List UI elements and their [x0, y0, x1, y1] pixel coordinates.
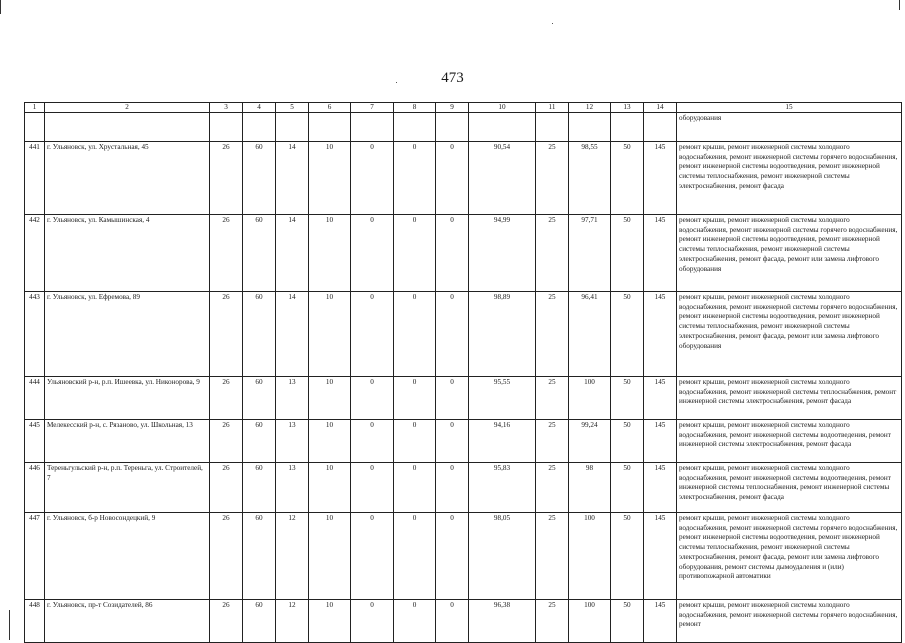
works-cell: ремонт крыши, ремонт инженерной системы холодного водоснабжения, ремонт инженерной системы горячего водоснабжения, ремонт инженерной системы водоотведения, ремонт инженерной системы теплоснабжения, ремонт инженерной системы электроснабжения, ремонт фасада: [677, 142, 902, 215]
table-row: [25, 600, 902, 643]
column-header: 5: [276, 103, 309, 113]
value-cell: 145: [644, 513, 677, 600]
value-cell: 98,89: [469, 292, 536, 377]
value-cell: 13: [276, 377, 309, 420]
value-cell: 14: [276, 215, 309, 292]
empty-cell: [644, 113, 677, 142]
value-cell: 25: [536, 292, 569, 377]
value-cell: 26: [210, 377, 243, 420]
value-cell: 60: [243, 292, 276, 377]
scan-speck: [396, 82, 397, 83]
value-cell: 0: [394, 215, 436, 292]
empty-cell: [436, 113, 469, 142]
value-cell: 98,05: [469, 513, 536, 600]
table-row: [25, 420, 902, 463]
address-cell: г. Ульяновск, ул. Камышинская, 4: [45, 215, 210, 292]
value-cell: 145: [644, 377, 677, 420]
value-cell: 0: [436, 142, 469, 215]
value-cell: 0: [351, 292, 394, 377]
empty-cell: [210, 113, 243, 142]
value-cell: 10: [309, 600, 351, 643]
row-number-cell: 448: [25, 600, 45, 643]
value-cell: 145: [644, 420, 677, 463]
address-cell: Тереньгульский р-н, р.п. Тереньга, ул. Строителей, 7: [45, 463, 210, 513]
value-cell: 10: [309, 142, 351, 215]
address-cell: г. Ульяновск, пр-т Созидателей, 86: [45, 600, 210, 643]
scan-edge-left: [9, 610, 10, 640]
empty-cell: [45, 113, 210, 142]
value-cell: 25: [536, 377, 569, 420]
value-cell: 50: [611, 292, 644, 377]
column-header: 4: [243, 103, 276, 113]
row-number-cell: 444: [25, 377, 45, 420]
value-cell: 50: [611, 377, 644, 420]
value-cell: 0: [394, 377, 436, 420]
address-cell: Мелекесский р-н, с. Рязаново, ул. Школьная, 13: [45, 420, 210, 463]
works-cell: ремонт крыши, ремонт инженерной системы холодного водоснабжения, ремонт инженерной системы горячего водоснабжения, ремонт инженерной системы водоотведения, ремонт инженерной системы теплоснабжения, ремонт инженерной системы электроснабжения, ремонт фасада, ремонт или замена лифтового оборудования: [677, 292, 902, 377]
value-cell: 50: [611, 420, 644, 463]
value-cell: 145: [644, 600, 677, 643]
column-header: 7: [351, 103, 394, 113]
empty-cell: [536, 113, 569, 142]
scan-speck: [552, 23, 553, 24]
column-number-row: [25, 103, 902, 113]
value-cell: 0: [351, 215, 394, 292]
value-cell: 60: [243, 513, 276, 600]
value-cell: 98: [569, 463, 611, 513]
value-cell: 96,41: [569, 292, 611, 377]
works-cell: ремонт крыши, ремонт инженерной системы холодного водоснабжения, ремонт инженерной системы водоотведения, ремонт инженерной системы теплоснабжения, ремонт инженерной системы электроснабжения, ремонт фасада: [677, 463, 902, 513]
value-cell: 0: [394, 513, 436, 600]
value-cell: 25: [536, 600, 569, 643]
column-header: 9: [436, 103, 469, 113]
empty-cell: [276, 113, 309, 142]
value-cell: 95,55: [469, 377, 536, 420]
value-cell: 96,38: [469, 600, 536, 643]
value-cell: 0: [394, 463, 436, 513]
value-cell: 25: [536, 463, 569, 513]
value-cell: 0: [351, 420, 394, 463]
value-cell: 12: [276, 513, 309, 600]
value-cell: 97,71: [569, 215, 611, 292]
value-cell: 10: [309, 420, 351, 463]
value-cell: 0: [394, 292, 436, 377]
value-cell: 0: [436, 600, 469, 643]
value-cell: 26: [210, 420, 243, 463]
value-cell: 25: [536, 215, 569, 292]
value-cell: 50: [611, 513, 644, 600]
empty-cell: [243, 113, 276, 142]
value-cell: 0: [436, 513, 469, 600]
value-cell: 0: [351, 600, 394, 643]
value-cell: 60: [243, 377, 276, 420]
value-cell: 0: [351, 463, 394, 513]
value-cell: 10: [309, 513, 351, 600]
repair-register-table: [24, 102, 902, 643]
value-cell: 13: [276, 420, 309, 463]
value-cell: 26: [210, 215, 243, 292]
value-cell: 14: [276, 292, 309, 377]
value-cell: 98,55: [569, 142, 611, 215]
value-cell: 26: [210, 513, 243, 600]
value-cell: 60: [243, 463, 276, 513]
works-cell: оборудования: [677, 113, 902, 142]
row-number-cell: 446: [25, 463, 45, 513]
value-cell: 13: [276, 463, 309, 513]
column-header: 6: [309, 103, 351, 113]
address-cell: Ульяновский р-н, р.п. Ишеевка, ул. Никонорова, 9: [45, 377, 210, 420]
value-cell: 99,24: [569, 420, 611, 463]
value-cell: 145: [644, 142, 677, 215]
value-cell: 145: [644, 463, 677, 513]
column-header: 1: [25, 103, 45, 113]
column-header: 10: [469, 103, 536, 113]
value-cell: 60: [243, 142, 276, 215]
value-cell: 100: [569, 600, 611, 643]
value-cell: 94,16: [469, 420, 536, 463]
value-cell: 0: [351, 513, 394, 600]
value-cell: 26: [210, 142, 243, 215]
carryover-row: [25, 113, 902, 142]
works-cell: ремонт крыши, ремонт инженерной системы холодного водоснабжения, ремонт инженерной системы горячего водоснабжения, ремонт инженерной системы водоотведения, ремонт инженерной системы теплоснабжения, ремонт инженерной системы электроснабжения, ремонт фасада, ремонт или замена лифтового оборудования: [677, 215, 902, 292]
value-cell: 10: [309, 292, 351, 377]
row-number-cell: 447: [25, 513, 45, 600]
empty-cell: [469, 113, 536, 142]
page-number: 473: [441, 70, 464, 86]
value-cell: 50: [611, 600, 644, 643]
column-header: 2: [45, 103, 210, 113]
scan-edge-top-right: [899, 0, 900, 10]
table-row: [25, 377, 902, 420]
value-cell: 0: [436, 215, 469, 292]
value-cell: 100: [569, 377, 611, 420]
value-cell: 0: [436, 292, 469, 377]
table-row: [25, 292, 902, 377]
row-number-cell: 441: [25, 142, 45, 215]
value-cell: 10: [309, 463, 351, 513]
empty-cell: [309, 113, 351, 142]
value-cell: 14: [276, 142, 309, 215]
row-number-cell: 442: [25, 215, 45, 292]
table-row: [25, 142, 902, 215]
value-cell: 145: [644, 292, 677, 377]
value-cell: 60: [243, 420, 276, 463]
value-cell: 0: [351, 377, 394, 420]
value-cell: 90,54: [469, 142, 536, 215]
column-header: 3: [210, 103, 243, 113]
empty-cell: [569, 113, 611, 142]
register-sheet: [24, 102, 901, 643]
value-cell: 10: [309, 377, 351, 420]
value-cell: 0: [436, 420, 469, 463]
column-header: 11: [536, 103, 569, 113]
table-row: [25, 513, 902, 600]
works-cell: ремонт крыши, ремонт инженерной системы холодного водоснабжения, ремонт инженерной системы горячего водоснабжения, ремонт: [677, 600, 902, 643]
column-header: 8: [394, 103, 436, 113]
value-cell: 12: [276, 600, 309, 643]
column-header: 14: [644, 103, 677, 113]
address-cell: г. Ульяновск, ул. Хрустальная, 45: [45, 142, 210, 215]
value-cell: 25: [536, 513, 569, 600]
empty-cell: [25, 113, 45, 142]
row-number-cell: 443: [25, 292, 45, 377]
column-header: 15: [677, 103, 902, 113]
value-cell: 0: [436, 377, 469, 420]
works-cell: ремонт крыши, ремонт инженерной системы холодного водоснабжения, ремонт инженерной системы водоотведения, ремонт инженерной системы электроснабжения, ремонт фасада: [677, 420, 902, 463]
value-cell: 50: [611, 463, 644, 513]
empty-cell: [351, 113, 394, 142]
empty-cell: [611, 113, 644, 142]
value-cell: 0: [394, 420, 436, 463]
row-number-cell: 445: [25, 420, 45, 463]
value-cell: 60: [243, 215, 276, 292]
value-cell: 26: [210, 463, 243, 513]
address-cell: г. Ульяновск, б-р Новосондецкий, 9: [45, 513, 210, 600]
value-cell: 10: [309, 215, 351, 292]
value-cell: 95,83: [469, 463, 536, 513]
scan-edge-top-left: [0, 0, 1, 14]
address-cell: г. Ульяновск, ул. Ефремова, 89: [45, 292, 210, 377]
table-row: [25, 215, 902, 292]
empty-cell: [394, 113, 436, 142]
value-cell: 25: [536, 142, 569, 215]
value-cell: 60: [243, 600, 276, 643]
value-cell: 50: [611, 142, 644, 215]
value-cell: 100: [569, 513, 611, 600]
column-header: 12: [569, 103, 611, 113]
value-cell: 25: [536, 420, 569, 463]
works-cell: ремонт крыши, ремонт инженерной системы холодного водоснабжения, ремонт инженерной системы горячего водоснабжения, ремонт инженерной системы водоотведения, ремонт инженерной системы теплоснабжения, ремонт инженерной системы электроснабжения, ремонт фасада, ремонт или замена лифтового оборудования, ремонт системы дымоудаления и (или) противопожарной автоматики: [677, 513, 902, 600]
table-row: [25, 463, 902, 513]
value-cell: 0: [394, 600, 436, 643]
works-cell: ремонт крыши, ремонт инженерной системы холодного водоснабжения, ремонт инженерной системы теплоснабжения, ремонт инженерной системы электроснабжения, ремонт фасада: [677, 377, 902, 420]
value-cell: 50: [611, 215, 644, 292]
value-cell: 0: [394, 142, 436, 215]
value-cell: 26: [210, 600, 243, 643]
value-cell: 145: [644, 215, 677, 292]
value-cell: 0: [351, 142, 394, 215]
value-cell: 26: [210, 292, 243, 377]
value-cell: 0: [436, 463, 469, 513]
value-cell: 94,99: [469, 215, 536, 292]
column-header: 13: [611, 103, 644, 113]
